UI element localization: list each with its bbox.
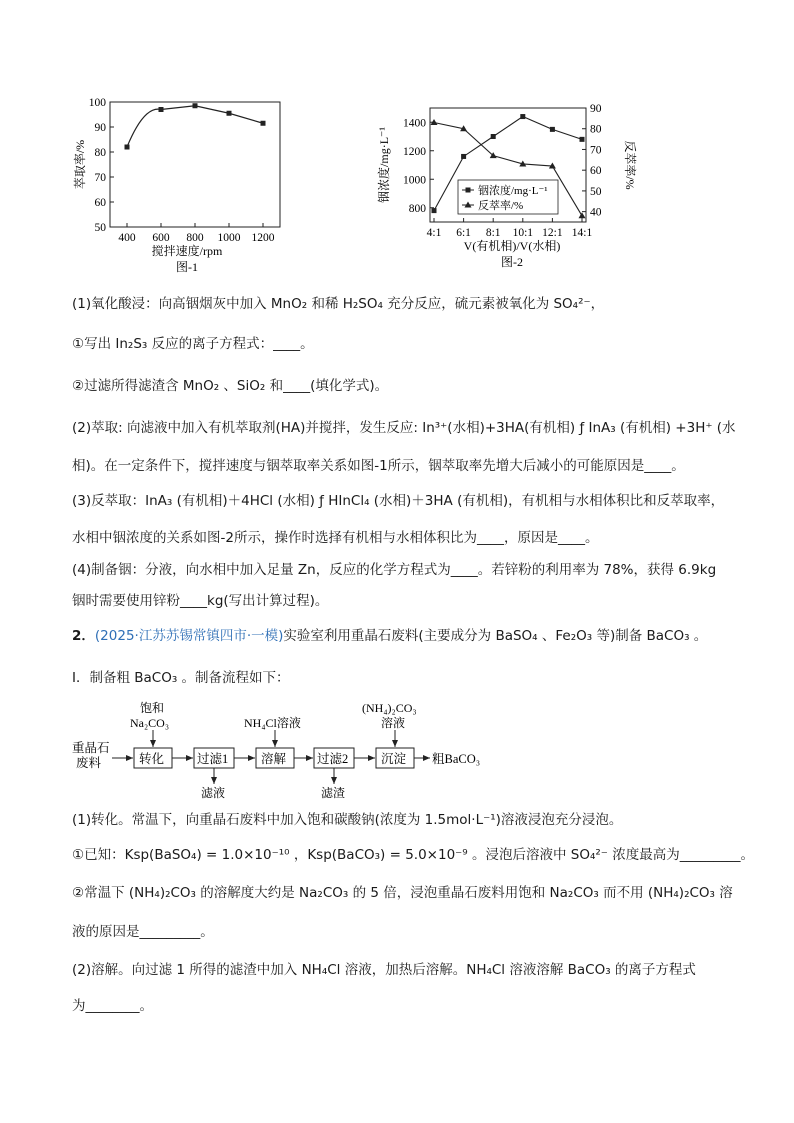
square-point	[461, 154, 466, 159]
legend-label: 铟浓度/mg·L⁻¹	[478, 185, 548, 197]
x-tick-label: 14:1	[571, 227, 593, 239]
y-axis-label: 萃取率/%	[73, 139, 87, 190]
y-right-tick-label: 40	[590, 206, 602, 219]
figure-caption: 图-2	[501, 255, 523, 269]
flow-box-filter1-label: 过滤1	[197, 752, 229, 766]
y-right-tick-label: 60	[590, 165, 602, 178]
x-axis-label: 搅拌速度/rpm	[151, 244, 223, 258]
figure-1-chart	[60, 98, 285, 278]
y-right-tick-label: 80	[590, 123, 602, 136]
flow-reagent1-line2: Na₂CO₃	[130, 716, 170, 730]
q2-part2-text: (2)溶解。向过滤 1 所得的滤渣中加入 NH₄Cl 溶液，加热后溶解。NH₄Cl 溶液溶解 BaCO₃ 的离子方程式	[72, 962, 696, 978]
y-tick-label: 70	[94, 172, 106, 184]
y-right-tick-label: 90	[590, 103, 602, 115]
data-point	[193, 103, 198, 108]
y-tick-label: 50	[94, 222, 106, 234]
figure-2-chart	[372, 98, 642, 278]
triangle-point	[579, 212, 586, 218]
q1-part1-text: (1)氧化酸浸：向高铟烟灰中加入 MnO₂ 和稀 H₂SO₄ 充分反应，硫元素被氧化为 SO₄²⁻，	[72, 296, 605, 312]
flow-box-convert-label: 转化	[139, 752, 165, 766]
q1-part1-sub1: ①写出 In₂S₃ 反应的离子方程式：____。	[72, 336, 314, 352]
data-point	[159, 107, 164, 112]
x-tick-label: 800	[186, 232, 204, 244]
q1-part2-text: (2)萃取: 向滤液中加入有机萃取剂(HA)并搅拌，发生反应: In³⁺(水相)+3HA(有机相) ƒ InA₃ (有机相) +3H⁺ (水	[72, 420, 736, 436]
x-tick-label: 12:1	[542, 227, 563, 239]
q2-part2-text-cont: 为________。	[72, 998, 153, 1014]
flow-reagent1-line1: 饱和	[140, 701, 165, 715]
legend-label: 反萃率/%	[478, 200, 524, 212]
flow-box-precipitate-label: 沉淀	[381, 752, 407, 766]
flow-out-residue: 滤渣	[321, 786, 346, 800]
flow-reagent3-line2: 溶液	[381, 716, 406, 730]
square-point	[550, 127, 555, 132]
y-right-axis-label: 反萃率/%	[623, 140, 637, 190]
q2-part1-sub2: ②常温下 (NH₄)₂CO₃ 的溶解度大约是 Na₂CO₃ 的 5 倍，浸泡重晶石废料用饱和 Na₂CO₃ 而不用 (NH₄)₂CO₃ 溶	[72, 885, 733, 901]
q1-part4-text: (4)制备铟：分液，向水相中加入足量 Zn，反应的化学方程式为____。若锌粉的利用率为 78%，获得 6.9kg	[72, 562, 717, 578]
q2-part1-sub1: ①已知：Ksp(BaSO₄) = 1.0×10⁻¹⁰ ，Ksp(BaCO₃) = 5.0×10⁻⁹ 。浸泡后溶液中 SO₄²⁻ 浓度最高为_________。	[72, 847, 754, 863]
y-right-tick-label: 50	[590, 185, 602, 198]
q1-part4-text-cont: 铟时需要使用锌粉____kg(写出计算过程)。	[72, 593, 329, 609]
flow-start-line2: 废料	[76, 756, 102, 770]
question-number: 2．	[72, 628, 95, 644]
y-left-tick-label: 800	[408, 202, 426, 215]
x-tick-label: 4:1	[426, 227, 442, 239]
x-tick-label: 6:1	[456, 227, 471, 239]
x-axis-label: V(有机相)/V(水相)	[463, 239, 561, 253]
q1-part3-text: (3)反萃取：InA₃ (有机相)＋4HCl (水相) ƒ HInCl₄ (水相)＋3HA (有机相)，有机相与水相体积比和反萃取率，	[72, 493, 725, 509]
flow-box-filter2-label: 过滤2	[317, 752, 349, 766]
flow-start-line1: 重晶石	[72, 741, 110, 755]
y-tick-label: 100	[88, 98, 106, 109]
y-tick-label: 60	[94, 197, 106, 209]
q1-part2-text-cont: 相)。在一定条件下，搅拌速度与铟萃取率关系如图-1所示，铟萃取率先增大后减小的可能原因是____。	[72, 458, 685, 474]
y-left-axis-label: 铟浓度/mg·L⁻¹	[377, 127, 391, 203]
q2-part1-sub2-cont: 液的原因是_________。	[72, 924, 214, 940]
data-point	[227, 111, 232, 116]
question-source: (2025·江苏苏锡常镇四市·一模)	[94, 628, 284, 644]
legend-square	[466, 188, 471, 193]
part-1-heading: Ⅰ．制备粗 BaCO₃ 。制备流程如下：	[72, 670, 290, 686]
y-left-tick-label: 1000	[403, 174, 426, 187]
flow-reagent2: NH₄Cl溶液	[244, 716, 301, 730]
x-tick-label: 1200	[251, 232, 275, 244]
flow-out-filtrate: 滤液	[201, 786, 226, 800]
y-left-tick-label: 1200	[403, 145, 426, 158]
x-tick-label: 400	[118, 232, 136, 244]
flow-reagent3-line1: (NH₄)₂CO₃	[362, 701, 417, 715]
y-right-tick-label: 70	[590, 144, 602, 157]
y-tick-label: 90	[94, 122, 106, 134]
x-tick-label: 8:1	[485, 227, 501, 239]
square-point	[520, 114, 525, 119]
y-left-tick-label: 1400	[403, 117, 426, 130]
figure-caption: 图-1	[176, 260, 198, 274]
question-2-intro	[72, 626, 707, 646]
x-tick-label: 600	[152, 232, 170, 244]
data-point	[261, 121, 266, 126]
series-line	[127, 106, 263, 147]
q2-part1-text: (1)转化。常温下，向重晶石废料中加入饱和碳酸钠(浓度为 1.5mol·L⁻¹)溶液浸泡充分浸泡。	[72, 812, 623, 828]
square-point	[580, 137, 585, 142]
question-2-text: 实验室利用重晶石废料(主要成分为 BaSO₄ 、Fe₂O₃ 等)制备 BaCO₃ 。	[283, 628, 708, 644]
square-point	[432, 208, 437, 213]
flow-box-dissolve-label: 溶解	[261, 752, 287, 766]
data-point	[125, 145, 130, 150]
flow-chart	[70, 700, 500, 800]
q1-part3-text-cont: 水相中铟浓度的关系如图-2所示，操作时选择有机相与水相体积比为____，原因是____。	[72, 530, 599, 546]
flow-product: 粗BaCO₃	[432, 752, 481, 766]
x-tick-label: 10:1	[512, 227, 534, 239]
y-tick-label: 80	[94, 147, 106, 159]
x-tick-label: 1000	[217, 232, 241, 244]
square-point	[491, 134, 496, 139]
q1-part1-sub2: ②过滤所得滤渣含 MnO₂ 、SiO₂ 和____(填化学式)。	[72, 378, 389, 394]
